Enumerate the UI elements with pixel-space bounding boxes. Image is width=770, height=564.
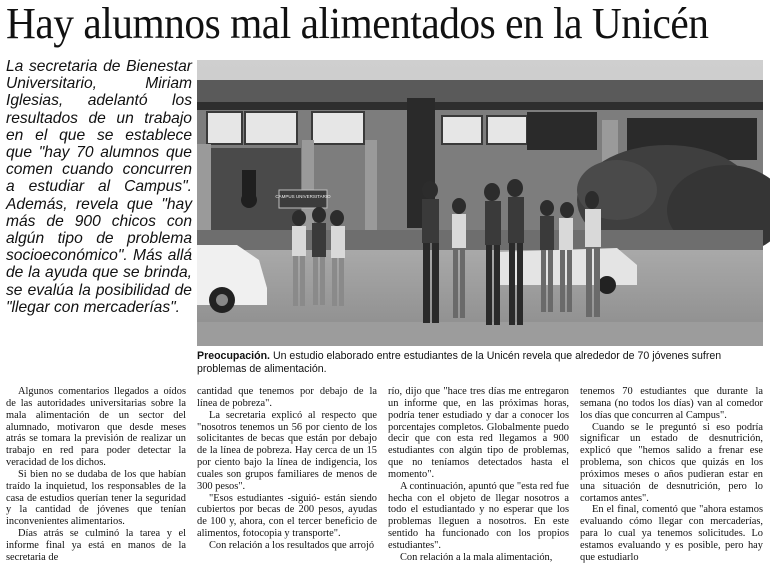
body-paragraph: Algunos comentarios llegados a oídos de las autoridades universitarias sobre la mala alimentación de un sector del alumnado, motivaron que desde meses atrás se tomara la previsión de realizar un trabajo en red para poder detectar la veracidad de los dichos. [6, 386, 186, 469]
body-paragraph: Con relación a la mala alimentación, [400, 551, 553, 563]
photo-caption [197, 350, 763, 375]
body-paragraph: A continuación, apuntó que "esta red fue hecha con el objeto de llegar nosotros a todo el estudiantado y no esperar que los problemas lleguen a nosotros. En este sentido ha funcionado con los propios estudiantes". [388, 480, 569, 551]
article-photo [197, 60, 763, 346]
body-paragraph: cantidad que tenemos por debajo de la línea de pobreza". [197, 386, 377, 409]
body-paragraph: Con relación a los resultados que arrojó [209, 539, 375, 551]
campus-sign: CAMPUS UNIVERSITARIO [275, 194, 331, 199]
body-paragraph: tenemos 70 estudiantes que durante la semana (no todos los días) van al comedor los días que concurren al Campus". [580, 386, 763, 421]
body-paragraph: En el final, comentó que "ahora estamos evaluando cómo llegar con mercaderías, para lo cual ya tenemos solicitudes. Lo estamos evaluando y es posible, pero hay que estudiarlo [580, 504, 763, 563]
body-paragraph: Días atrás se culminó la tarea y el informe final ya está en manos de la secretaria de [6, 528, 186, 563]
body-column-1 [6, 386, 186, 563]
lede-paragraph: La secretaria de Bienestar Universitario, Miriam Iglesias, adelantó los resultados de un trabajo en el que se establece que "hay 70 alumnos que comen cuando concurren a estudiar al Campus". Además, revela que "hay más de 900 chicos con algún tipo de problema socioeconómico". Más allá de la ayuda que se brinda, se evalúa la posibilidad de "llegar con mercaderías". [6, 58, 192, 316]
headline: Hay alumnos mal alimentados en la Unicén [6, 0, 709, 48]
caption-label: Preocupación. [197, 350, 270, 362]
body-paragraph: río, dijo que "hace tres días me entregaron un informe que, en las próximas horas, podría tener estudiado y dar a conocer los porcentajes completos. Globalmente puedo decir que con esta red llegamos a 900 estudiantes con algún tipo de problemas, que no teníamos detectados hasta el momento". [388, 386, 569, 480]
body-paragraph: "Esos estudiantes -siguió- están siendo cubiertos por becas de 200 pesos, ayudas de 100 y, ahora, con el tercer beneficio de alimentos, fotocopia y transporte". [197, 492, 377, 540]
body-paragraph: La secretaria explicó al respecto que "nosotros tenemos un 56 por ciento de los solicitantes de becas que están por debajo de la línea de pobreza. Hay cerca de un 15 por ciento bajo la línea de indigencia, los cuales son grupos familiares de menos de 300 pesos". [197, 409, 377, 492]
body-paragraph: Cuando se le preguntó si eso podría significar un estado de desnutrición, explicó que "hemos salido a frenar ese problema, son chicos que quizás en los próximos meses o años pudieran estar en una situación de desnutrición, pero lo cortamos antes". [580, 421, 763, 504]
caption-text: Un estudio elaborado entre estudiantes de la Unicén revela que alrededor de 70 jóvenes sufren problemas de alimentación. [197, 350, 722, 375]
body-column-4 [580, 386, 763, 563]
body-column-2 [197, 386, 377, 551]
body-column-3 [388, 386, 569, 563]
body-paragraph: Si bien no se dudaba de los que habían traído la inquietud, los responsables de la casa de estudios querían tener la seguridad y la cantidad de jóvenes que tenían inconvenientes alimentarios. [6, 468, 186, 528]
